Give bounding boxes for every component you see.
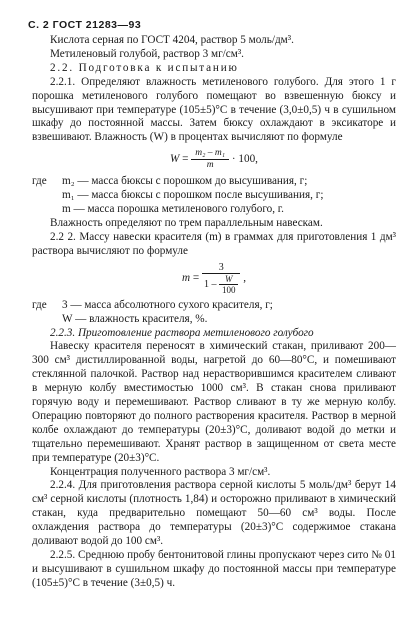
where2-row-3 <box>32 299 396 313</box>
where1-m: m — масса порошка метиленового голубого, г. <box>62 203 284 216</box>
formula1-eq: = <box>182 153 189 166</box>
section-2-2-3-number: 2.2.3. <box>50 326 76 339</box>
formula2-tail: , <box>243 271 247 284</box>
where2-3: 3 — масса абсолютного сухого красителя, г; <box>62 298 273 311</box>
formula1-lhs: W <box>170 153 180 166</box>
formula2-den-prefix: 1 – <box>203 278 217 290</box>
formula2-numerator: 3 <box>202 262 241 274</box>
where1-m1: m₁ — масса бюксы с порошком после высушивания, г; <box>62 189 324 202</box>
section-2-2-3-title: Приготовление раствора метиленового голубого <box>77 326 314 339</box>
section-2-2-3-heading <box>32 327 396 341</box>
solution-concentration: Концентрация полученного раствора 3 мг/см³. <box>50 465 271 478</box>
formula2-lhs: m <box>181 271 191 284</box>
formula1-denominator: m <box>206 160 214 171</box>
reagent-methylene-blue: Метиленовый голубой, раствор 3 мг/см³. <box>50 47 244 60</box>
formula1-fraction <box>191 148 229 171</box>
where2-w: W — влажность красителя, %. <box>62 312 208 325</box>
formula-dye-mass <box>32 262 396 295</box>
formula2-fraction <box>202 262 241 295</box>
formula-moisture <box>32 148 396 171</box>
formula2-eq: = <box>192 271 200 284</box>
reagent-sulfuric-acid: Кислота серная по ГОСТ 4204, раствор 5 моль/дм³. <box>50 34 294 46</box>
formula1-numerator: m₂ – m₁ <box>191 148 229 160</box>
formula2-inner-fraction <box>219 274 239 295</box>
section-2-2-3-body: Навеску красителя переносят в химический стакан, приливают 200—300 см³ дистиллированной воды, нагретой до 60—80°С, и помешивают стеклянной палочкой. Раствор над нерастворившимся красителем сливают в мерную колбу вместимостью 1000 см³. В стакан снова приливают горячую воду и перемешивают. Раствор сливают в ту же мерную колбу. Операцию повторяют до полного растворения красителя. Раствор в мерной колбе охлаждают до температуры (20±3)°С, доливают водой до метки и тщательно перемешивают. Хранят раствор в защищенном от света месте при температуре (20±3)°С. <box>32 340 396 464</box>
section-2-2-4: 2.2.4. Для приготовления раствора серной кислоты 5 моль/дм³ берут 14 см³ серной кислоты (плотность 1,84) и осторожно приливают в химический стакан, куда предварительно помещают 50—60 см³ воды. После охлаждения раствора до температуры (20±3)°С содержимое стакана доливают водой до 100 см³. <box>32 479 396 548</box>
section-2-2-heading: 2.2. Подготовка к испытанию <box>50 61 239 74</box>
document-body <box>32 34 396 591</box>
where2-gde: где <box>32 298 47 311</box>
page-header: С. 2 ГОСТ 21283—93 <box>28 19 142 31</box>
where-block-2 <box>32 299 396 327</box>
where1-row-m <box>32 203 396 217</box>
where1-gde: где <box>32 175 47 188</box>
section-2-2-1: 2.2.1. Определяют влажность метиленового голубого. Для этого 1 г порошка метиленового голубого помещают во взвешенную бюксу и высушивают при температуре (105±5)°С в течение (3,0±0,5) ч в сушильном шкафу до постоянной массы. Затем бюксу охлаждают в эксикаторе и взвешивают. Влажность (W) в процентах вычисляют по формуле <box>32 75 396 144</box>
section-2-2-2: 2.2 2. Массу навески красителя (m) в граммах для приготовления 1 дм³ раствора вычисляют по формуле <box>32 230 396 257</box>
where-block-1 <box>32 175 396 217</box>
moisture-parallel-note: Влажность определяют по трем параллельным навескам. <box>50 216 323 229</box>
formula2-inner-den: 100 <box>221 284 236 295</box>
formula2-denominator <box>202 274 241 295</box>
section-2-2-5: 2.2.5. Среднюю пробу бентонитовой глины пропускают через сито № 01 и высушивают в сушильном шкафу до постоянной массы при температуре (105±5)°С в течение (3±0,5) ч. <box>32 549 396 589</box>
where1-m2: m₂ — масса бюксы с порошком до высушивания, г; <box>62 175 308 188</box>
where1-row-m2 <box>32 175 396 189</box>
where1-row-m1 <box>32 189 396 203</box>
where2-row-w <box>32 313 396 327</box>
formula1-rhs: · 100, <box>231 153 258 166</box>
formula2-inner-num: W <box>219 274 239 285</box>
